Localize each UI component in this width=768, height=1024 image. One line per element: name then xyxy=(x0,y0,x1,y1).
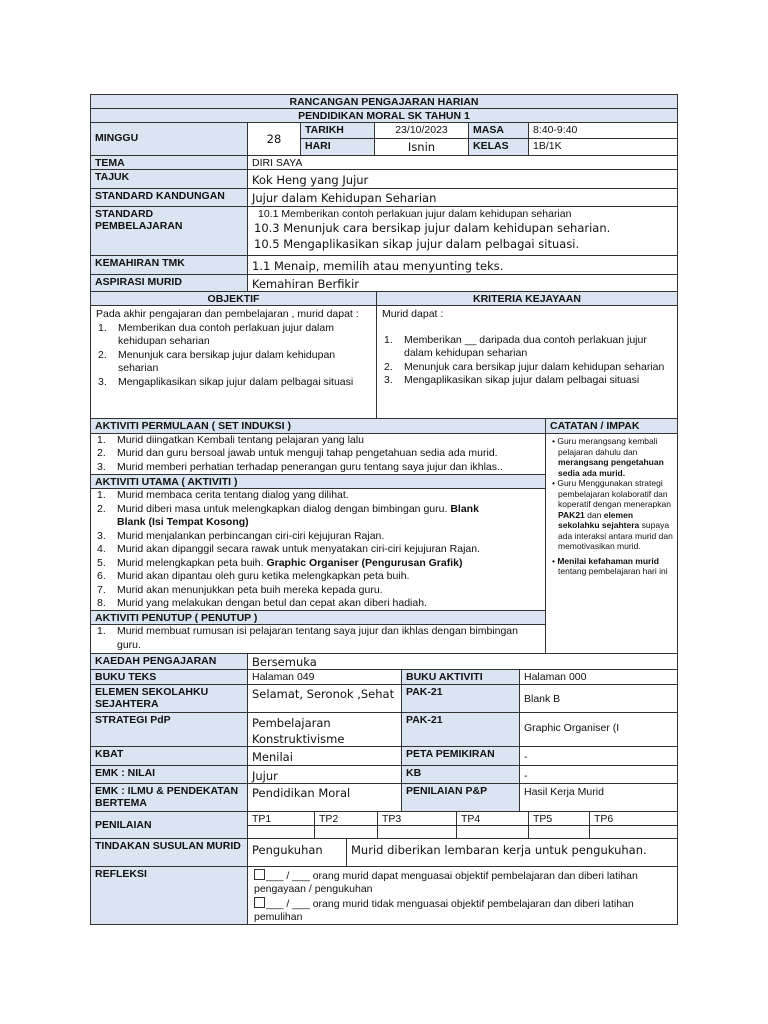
objektif-item: 1. Memberikan dua contoh perlakuan jujur dalam kehidupan seharian xyxy=(98,321,334,347)
buku-aktiviti-value: Halaman 000 xyxy=(519,669,678,685)
tmk-value: 1.1 Menaip, memilih atau menyunting teks. xyxy=(247,255,678,275)
catatan-heading: CATATAN / IMPAK xyxy=(545,418,678,434)
penilaian-pp-value: Hasil Kerja Murid xyxy=(519,783,678,812)
ilmu-label: EMK : ILMU & PENDEKATAN BERTEMA xyxy=(90,783,248,812)
strategi-line: Konstruktivisme xyxy=(252,732,345,746)
tema-value: DIRI SAYA xyxy=(247,155,678,170)
utama-item: 5. Murid melengkapkan peta buih. Graphic Organiser (Pengurusan Grafik) xyxy=(97,556,463,569)
minggu-value: 28 xyxy=(247,122,301,156)
tp-cell: TP5 xyxy=(528,811,590,826)
pak21-value: Blank B xyxy=(519,684,678,713)
elemen-label: ELEMEN SEKOLAHKU SEJAHTERA xyxy=(90,684,248,713)
peta-label: PETA PEMIKIRAN xyxy=(401,746,520,766)
tp-score-cell xyxy=(456,825,529,839)
peta-value: - xyxy=(519,746,678,766)
pak21-value-2: Graphic Organiser (I xyxy=(519,712,678,747)
kriteria-item: 2. Menunjuk cara bersikap jujur dalam kehidupan seharian xyxy=(384,360,665,373)
refleksi-line: ___ / ___ orang murid dapat menguasai objektif pembelajaran dan diberi latihan pengayaan / pengukuhan xyxy=(254,870,638,895)
nilai-value: Jujur xyxy=(247,765,402,784)
tp-score-cell xyxy=(247,825,315,839)
plan-title: RANCANGAN PENGAJARAN HARIAN xyxy=(90,94,678,109)
masa-value: 8:40-9:40 xyxy=(528,122,678,139)
refleksi-checkbox[interactable] xyxy=(254,869,265,880)
tindakan-value: Pengukuhan xyxy=(247,838,347,867)
kriteria-item: 1. Memberikan __ daripada dua contoh perlakuan jujur dalam kehidupan seharian xyxy=(384,333,647,359)
utama-item: 1. Murid membaca cerita tentang dialog yang dilihat. xyxy=(97,489,349,501)
utama-item: 8. Murid yang melakukan dengan betul dan cepat akan diberi hadiah. xyxy=(97,597,427,609)
permulaan-item: 2. Murid dan guru bersoal jawab untuk menguji tahap pengetahuan sedia ada murid. xyxy=(97,447,498,460)
tema-label: TEMA xyxy=(90,155,248,170)
sp-label: STANDARD PEMBELAJARAN xyxy=(90,206,248,256)
tindakan-desc: Murid diberikan lembaran kerja untuk pengukuhan. xyxy=(346,838,678,867)
penilaian-pp-label: PENILAIAN P&P xyxy=(401,783,520,812)
pak21-label-2: PAK-21 xyxy=(401,712,520,747)
kbat-label: KBAT xyxy=(90,746,248,766)
permulaan-body xyxy=(90,433,546,475)
utama-item: 4. Murid akan dipanggil secara rawak untuk menyatakan ciri-ciri kejujuran Rajan. xyxy=(97,543,481,555)
strategi-value xyxy=(247,712,402,747)
utama-item: 7. Murid akan menunjukkan peta buih mereka kepada guru. xyxy=(97,583,383,596)
kaedah-label: KAEDAH PENGAJARAN xyxy=(90,653,248,670)
aspirasi-value: Kemahiran Berfikir xyxy=(247,274,678,292)
penutup-heading: AKTIVITI PENUTUP ( PENUTUP ) xyxy=(90,610,546,625)
utama-heading: AKTIVITI UTAMA ( AKTIVITI ) xyxy=(90,474,546,489)
plan-subtitle: PENDIDIKAN MORAL SK TAHUN 1 xyxy=(90,108,678,123)
permulaan-item: 3. Murid memberi perhatian terhadap penerangan guru tentang saya jujur dan ikhlas.. xyxy=(97,460,503,473)
buku-teks-label: BUKU TEKS xyxy=(90,669,248,685)
masa-label: MASA xyxy=(468,122,529,139)
objektif-heading: OBJEKTIF xyxy=(90,291,377,306)
sk-value: Jujur dalam Kehidupan Seharian xyxy=(247,188,678,207)
kelas-label: KELAS xyxy=(468,138,529,156)
tarikh-label: TARIKH xyxy=(300,122,375,139)
elemen-value: Selamat, Seronok ,Sehat xyxy=(247,684,402,713)
buku-aktiviti-label: BUKU AKTIVITI xyxy=(401,669,520,685)
permulaan-heading: AKTIVITI PERMULAAN ( SET INDUKSI ) xyxy=(90,418,546,434)
kbat-value: Menilai xyxy=(247,746,402,766)
strategi-line: Pembelajaran xyxy=(252,716,331,730)
utama-item: 6. Murid akan dipantau oleh guru ketika melengkapkan peta buih. xyxy=(97,570,410,582)
utama-body xyxy=(90,488,546,611)
catatan-body xyxy=(545,433,678,654)
kriteria-item: 3. Mengaplikasikan sikap jujur dalam pelbagai situasi xyxy=(384,374,640,386)
hari-value: Isnin xyxy=(374,138,469,156)
tajuk-label: TAJUK xyxy=(90,169,248,189)
catatan-note: • Guru merangsang kembali pelajaran dahulu dan merangsang pengetahuan sedia ada murid. xyxy=(552,436,664,478)
objektif-body xyxy=(90,305,377,419)
tp-cell: TP4 xyxy=(456,811,529,826)
tp-score-cell xyxy=(589,825,678,839)
objektif-item: 3. Mengaplikasikan sikap jujur dalam pelbagai situasi xyxy=(98,375,354,388)
tp-cell: TP2 xyxy=(314,811,378,826)
kriteria-body xyxy=(376,305,678,419)
aspirasi-label: ASPIRASI MURID xyxy=(90,274,248,292)
nilai-label: EMK : NILAI xyxy=(90,765,248,784)
strategi-label: STRATEGI PdP xyxy=(90,712,248,747)
penutup-item: 1. Murid membuat rumusan isi pelajaran tentang saya jujur dan ikhlas dengan bimbingan guru. xyxy=(97,625,518,651)
kriteria-heading: KRITERIA KEJAYAAN xyxy=(376,291,678,306)
tindakan-label: TINDAKAN SUSULAN MURID xyxy=(90,838,248,867)
kaedah-value: Bersemuka xyxy=(247,653,678,670)
refleksi-body xyxy=(247,866,678,925)
tp-score-cell xyxy=(377,825,457,839)
refleksi-checkbox[interactable] xyxy=(254,897,265,908)
minggu-label: MINGGU xyxy=(90,122,248,156)
buku-teks-value: Halaman 049 xyxy=(247,669,402,685)
hari-label: HARI xyxy=(300,138,375,156)
tajuk-value: Kok Heng yang Jujur xyxy=(247,169,678,189)
tp-cell: TP6 xyxy=(589,811,678,826)
catatan-note: • Menilai kefahaman murid tentang pembelajaran hari ini xyxy=(552,555,668,576)
tp-score-cell xyxy=(528,825,590,839)
utama-item: 3. Murid menjalankan perbincangan ciri-ciri kejujuran Rajan. xyxy=(97,529,385,542)
tmk-label: KEMAHIRAN TMK xyxy=(90,255,248,275)
penilaian-label: PENILAIAN xyxy=(90,811,248,839)
refleksi-label: REFLEKSI xyxy=(90,866,248,925)
pak21-label: PAK-21 xyxy=(401,684,520,713)
permulaan-item: 1. Murid diingatkan Kembali tentang pelajaran yang lalu xyxy=(97,434,364,446)
sk-label: STANDARD KANDUNGAN xyxy=(90,188,248,207)
refleksi-line: ___ / ___ orang murid tidak menguasai objektif pembelajaran dan diberi latihan pemulihan xyxy=(254,898,634,923)
kelas-value: 1B/1K xyxy=(528,138,678,156)
penutup-body xyxy=(90,624,546,654)
sp-item-3: 10.5 Mengaplikasikan sikap jujur dalam pelbagai situasi. xyxy=(254,237,580,251)
objektif-item: 2. Menunjuk cara bersikap jujur dalam kehidupan seharian xyxy=(98,348,336,374)
kriteria-intro: Murid dapat : xyxy=(382,308,444,320)
sp-item-2: 10.3 Menunjuk cara bersikap jujur dalam kehidupan seharian. xyxy=(254,221,611,235)
sp-item-1: 10.1 Memberikan contoh perlakuan jujur dalam kehidupan seharian xyxy=(258,208,572,220)
ilmu-value: Pendidikan Moral xyxy=(247,783,402,812)
tp-cell: TP3 xyxy=(377,811,457,826)
utama-item: 2. Murid diberi masa untuk melengkapkan dialog dengan bimbingan guru. Blank Blank (Isi Tempat Kosong) xyxy=(97,502,479,528)
catatan-note: • Guru Menggunakan strategi pembelajaran kolaboratif dan koperatif dengan menerapkan PAK21 dan elemen sekolahku sejahtera supaya ada interaksi antara murid dan memotivasikan murid. xyxy=(552,478,673,551)
tp-cell: TP1 xyxy=(247,811,315,826)
kb-value: - xyxy=(519,765,678,784)
tp-score-cell xyxy=(314,825,378,839)
objektif-intro: Pada akhir pengajaran dan pembelajaran , murid dapat : xyxy=(96,308,359,320)
sp-values xyxy=(247,206,678,256)
kb-label: KB xyxy=(401,765,520,784)
tarikh-value: 23/10/2023 xyxy=(374,122,469,139)
